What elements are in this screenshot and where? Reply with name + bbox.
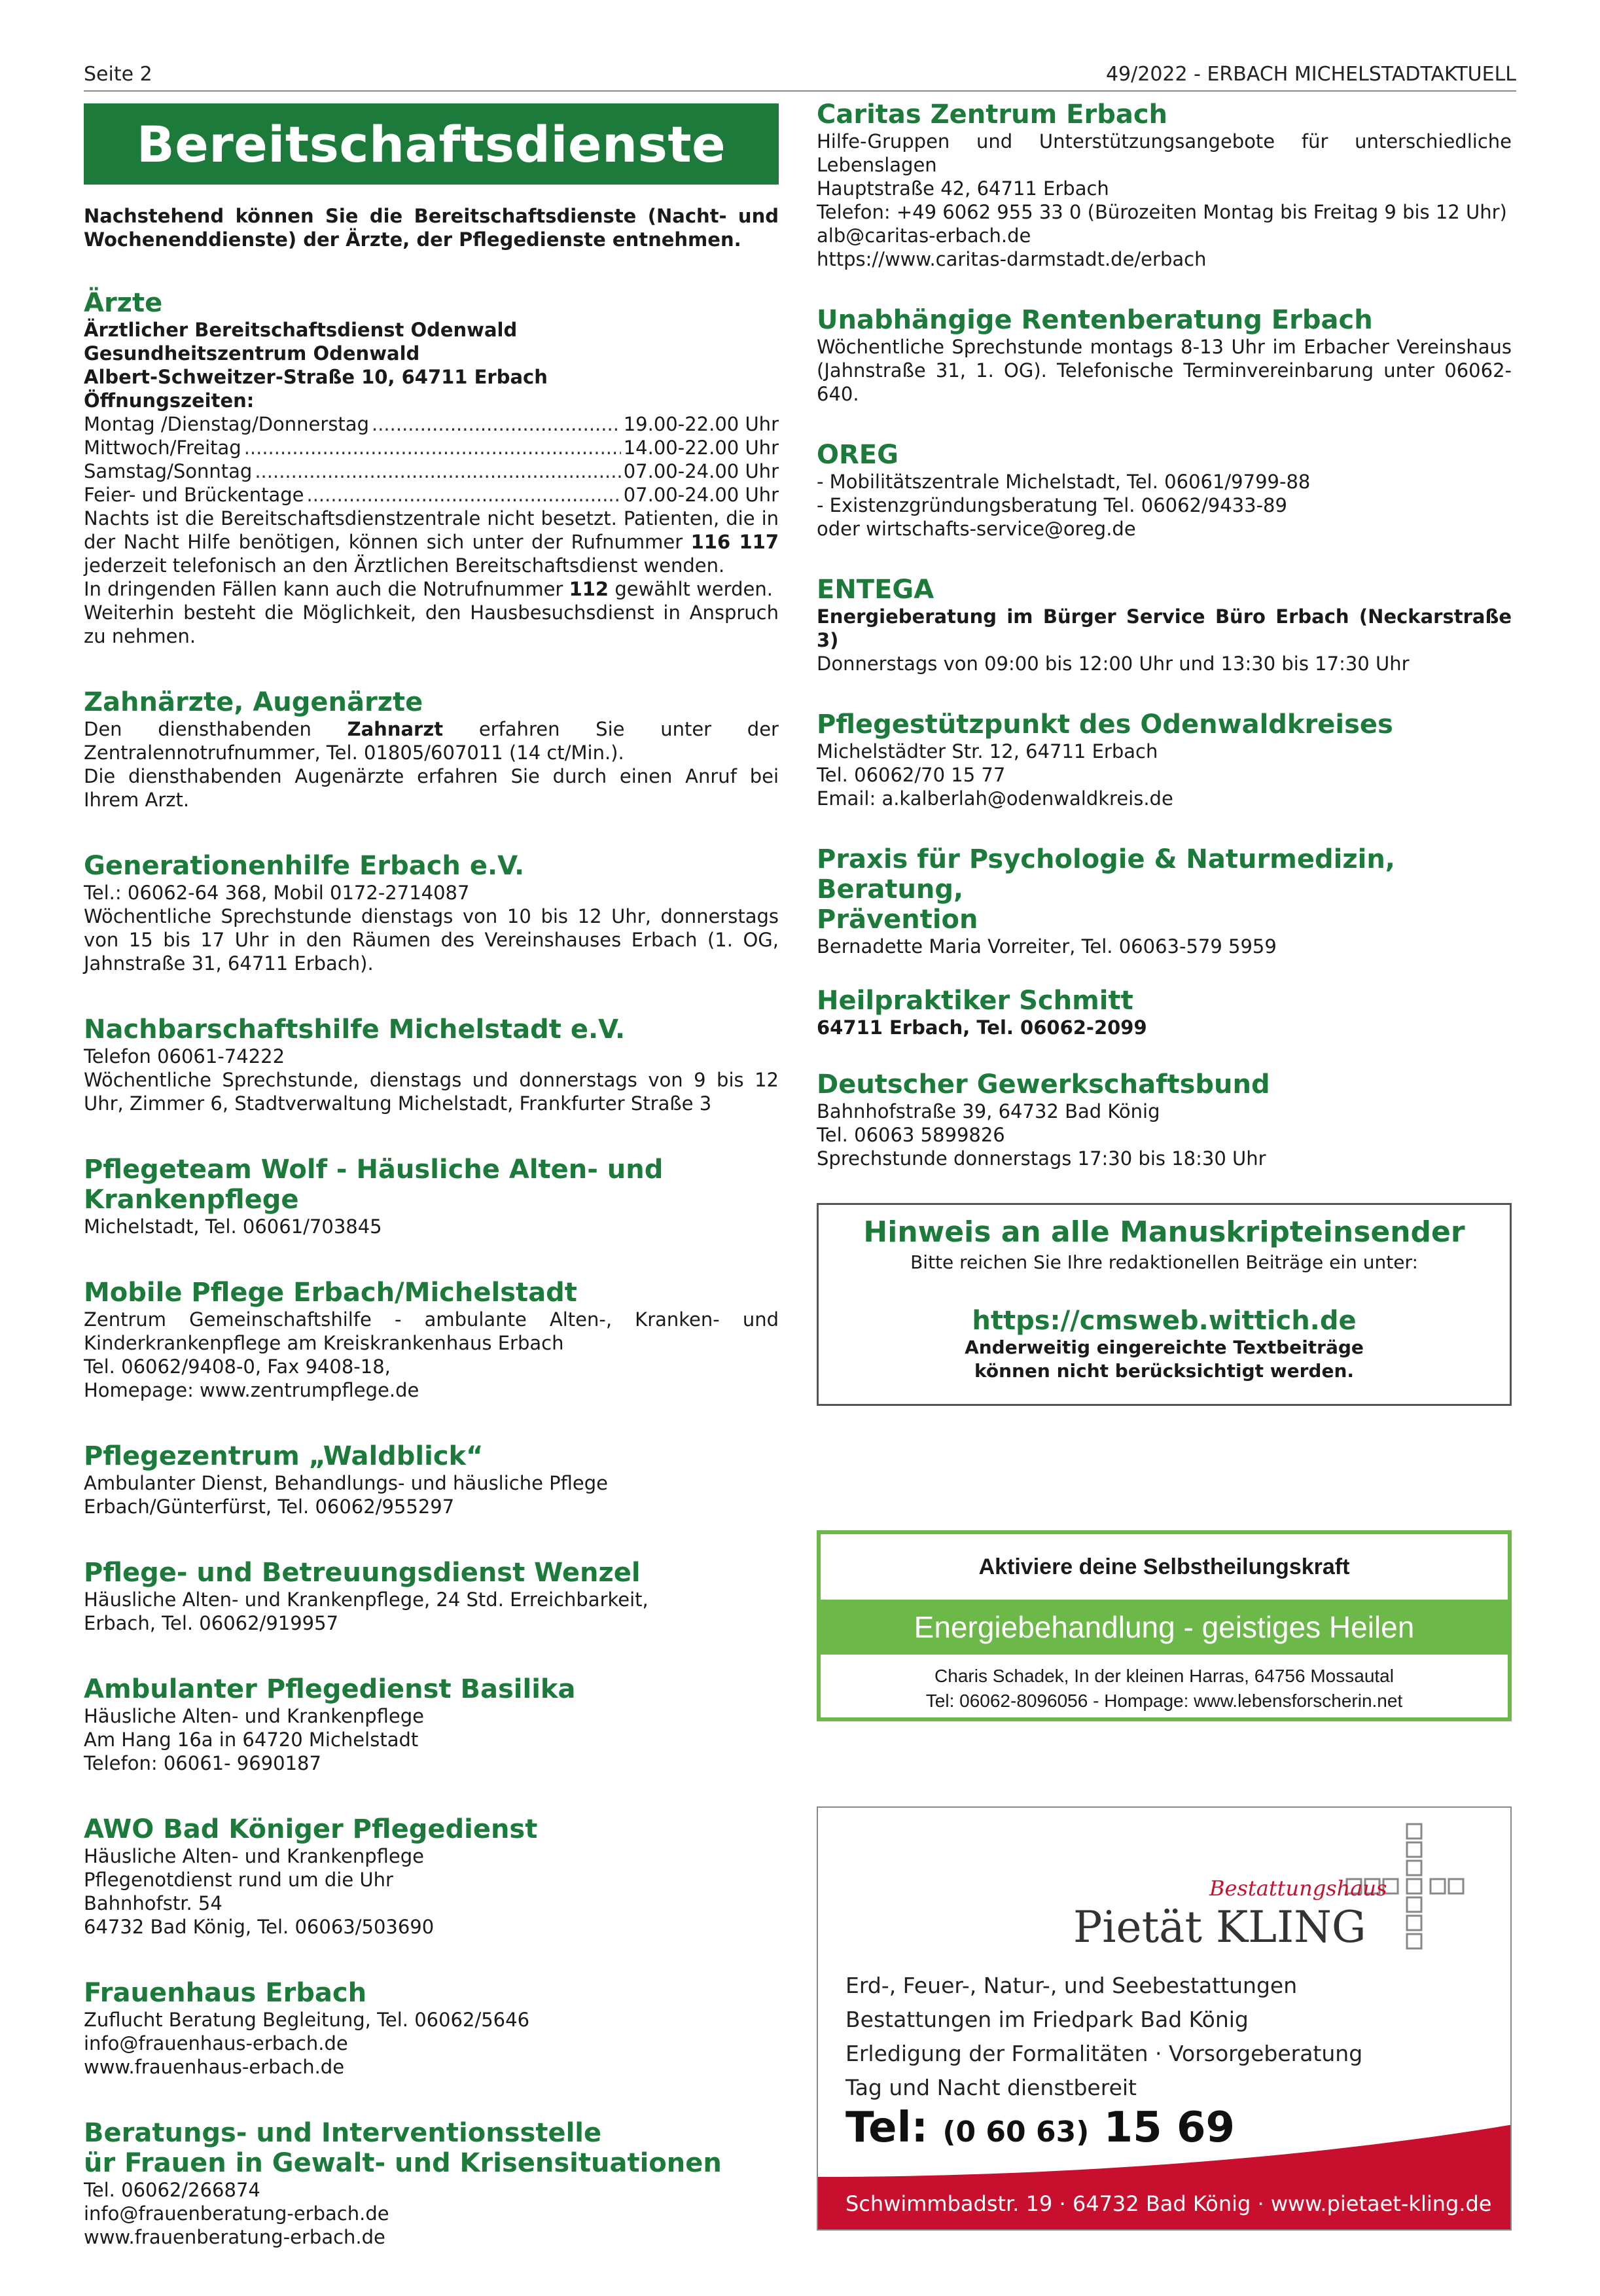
phone-area: (0 60 63): [942, 2115, 1090, 2149]
website-link[interactable]: www.frauenberatung-erbach.de: [84, 2226, 385, 2248]
text-span: In dringenden Fällen kann auch die Notrufnummer: [84, 578, 569, 600]
page-number: Seite 2: [84, 63, 152, 86]
service-item: Tag und Nacht dienstbereit: [845, 2075, 1137, 2100]
text-line: Bahnhofstr. 54: [84, 1892, 222, 1914]
section-beratungsstelle: [84, 2118, 779, 2249]
text-line: Michelstädter Str. 12, 64711 Erbach: [817, 740, 1158, 762]
text-line: Erbach, Tel. 06062/919957: [84, 1612, 339, 1634]
manuscript-notice-box: [817, 1203, 1512, 1406]
text-span: gewählt werden.: [609, 578, 773, 600]
text-line: Tel.: 06062-64 368, Mobil 0172-2714087: [84, 882, 470, 904]
energy-ad-box: [817, 1530, 1512, 1721]
notice-text: Anderweitig eingereichte Textbeiträge: [965, 1336, 1364, 1358]
section-title: Generationenhilfe Erbach e.V.: [84, 851, 525, 881]
text-line: Tel. 06062/9408-0, Fax 9408-18,: [84, 1355, 391, 1378]
text-line: Häusliche Alten- und Krankenpflege: [84, 1705, 424, 1727]
section-title: Mobile Pflege Erbach/Michelstadt: [84, 1278, 577, 1308]
section-frauenhaus: [84, 1978, 779, 2079]
service-item: Bestattungen im Friedpark Bad König: [845, 2007, 1249, 2032]
service-list: [845, 1969, 1362, 2105]
hours-row: [84, 459, 779, 483]
notice-subtitle: Bitte reichen Sie Ihre redaktionellen Beiträge ein unter:: [910, 1251, 1418, 1273]
phone-number: 116 117: [690, 531, 779, 553]
section-title: Pflegeteam Wolf - Häusliche Alten- und Krankenpflege: [84, 1155, 664, 1215]
paragraph: Zentrum Gemeinschaftshilfe - ambulante Alten-, Kranken- und Kinderkrankenpflege am Kreiskrankenhaus Erbach: [84, 1308, 779, 1354]
text-line: Bahnhofstraße 39, 64732 Bad König: [817, 1100, 1160, 1122]
hours-time: 19.00-22.00 Uhr: [623, 413, 779, 435]
section-entega: [817, 575, 1512, 675]
email-link[interactable]: alb@caritas-erbach.de: [817, 224, 1031, 247]
section-title: OREG: [817, 440, 898, 470]
text-line: Telefon: +49 6062 955 33 0 (Bürozeiten Montag bis Freitag 9 bis 12 Uhr): [817, 201, 1507, 223]
text-line: Gesundheitszentrum Odenwald: [84, 342, 420, 365]
text-line: Tel. 06062/266874: [84, 2179, 260, 2201]
section-wenzel: [84, 1558, 779, 1635]
paragraph: Hilfe-Gruppen und Unterstützungsangebote für unterschiedliche Lebenslagen: [817, 130, 1512, 176]
text-line: 64732 Bad König, Tel. 06063/503690: [84, 1916, 435, 1938]
section-psychologie: [817, 844, 1512, 958]
header-rule: [84, 90, 1516, 92]
section-title: Ärzte: [84, 288, 163, 318]
text-line: Pflegenotdienst rund um die Uhr: [84, 1869, 393, 1891]
notice-text: können nicht berücksichtigt werden.: [974, 1360, 1355, 1382]
section-title: Zahnärzte, Augenärzte: [84, 687, 423, 717]
section-title: Pflegestützpunkt des Odenwaldkreises: [817, 709, 1393, 740]
paragraph: [84, 717, 779, 764]
text-span: Den diensthabenden: [84, 718, 347, 740]
text-line: - Mobilitätszentrale Michelstadt, Tel. 06061/9799-88: [817, 471, 1311, 493]
text-line: Tel. 06062/70 15 77: [817, 764, 1006, 786]
text-line: Ärztlicher Bereitschaftsdienst Odenwald: [84, 319, 518, 341]
text-line: Telefon 06061-74222: [84, 1045, 285, 1067]
hours-row: [84, 436, 779, 459]
text-line: Homepage: www.zentrumpflege.de: [84, 1379, 419, 1401]
ad-banner: Energiebehandlung - geistiges Heilen: [821, 1600, 1508, 1655]
text-line: Michelstadt, Tel. 06061/703845: [84, 1215, 382, 1238]
ad-footer: Schwimmbadstr. 19 · 64732 Bad König · www.pietaet-kling.de: [818, 2178, 1510, 2229]
text-span: jederzeit telefonisch an den Ärztlichen Bereitschaftsdienst wenden.: [84, 554, 725, 577]
paragraph: Die diensthabenden Augenärzte erfahren Sie durch einen Anruf bei Ihrem Arzt.: [84, 765, 779, 811]
ad-headline: Aktiviere deine Selbstheilungskraft: [978, 1554, 1350, 1579]
text-line: Erbach/Günterfürst, Tel. 06062/955297: [84, 1496, 455, 1518]
phone-digits: 15 69: [1103, 2104, 1235, 2152]
section-title: ENTEGA: [817, 575, 934, 605]
section-awo: [84, 1814, 779, 1939]
hours-day: Mittwoch/Freitag: [84, 437, 241, 459]
section-caritas: [817, 99, 1512, 271]
text-line: Energieberatung im Bürger Service Büro Erbach (Neckarstraße 3): [817, 605, 1512, 651]
paragraph: Wöchentliche Sprechstunde montags 8-13 Uhr im Erbacher Vereinshaus (Jahnstraße 31, 1. OG). Telefonische Terminvereinbarung unter 06062-640.: [817, 336, 1512, 405]
text-line: Zuflucht Beratung Begleitung, Tel. 06062/5646: [84, 2009, 530, 2031]
paragraph: [84, 507, 779, 577]
hours-day: Feier- und Brückentage: [84, 484, 304, 506]
kling-ad-box: [817, 1806, 1512, 2231]
text-line: Donnerstags von 09:00 bis 12:00 Uhr und 13:30 bis 17:30 Uhr: [817, 653, 1410, 675]
service-item: Erd-, Feuer-, Natur-, und Seebestattungen: [845, 1973, 1298, 1998]
section-dgb: [817, 1069, 1512, 1170]
text-line: oder wirtschafts-service@oreg.de: [817, 518, 1136, 540]
website-link[interactable]: www.frauenhaus-erbach.de: [84, 2056, 345, 2078]
paragraph: Weiterhin besteht die Möglichkeit, den Hausbesuchsdienst in Anspruch zu nehmen.: [84, 601, 779, 647]
section-title: Unabhängige Rentenberatung Erbach: [817, 305, 1373, 335]
section-pflegestuetzpunkt: [817, 709, 1512, 810]
service-item: Erledigung der Formalitäten · Vorsorgeberatung: [845, 2041, 1363, 2066]
section-pflegeteam-wolf: [84, 1155, 779, 1238]
paragraph: Wöchentliche Sprechstunde dienstags von 10 bis 12 Uhr, donnerstags von 15 bis 17 Uhr in den Räumen des Vereinshauses Erbach (1. OG, Jahnstraße 31, 64711 Erbach).: [84, 905, 779, 975]
text-line: 64711 Erbach, Tel. 06062-2099: [817, 1016, 1147, 1039]
section-title: Frauenhaus Erbach: [84, 1978, 367, 2008]
section-title: AWO Bad Königer Pflegedienst: [84, 1814, 538, 1844]
logo-wordmark: Pietät KLING: [1073, 1902, 1366, 1952]
ad-contact: Tel: 06062-8096056 - Hompage: www.lebensforscherin.net: [925, 1691, 1403, 1711]
section-title: Prävention: [817, 905, 978, 935]
text-line: Bernadette Maria Vorreiter, Tel. 06063-579 5959: [817, 935, 1277, 958]
right-column: [817, 99, 1512, 2231]
hours-time: 14.00-22.00 Uhr: [623, 437, 779, 459]
pietaet-kling-logo: [1060, 1821, 1479, 1965]
section-title: Ambulanter Pflegedienst Basilika: [84, 1674, 576, 1704]
phone-label: Tel:: [845, 2104, 929, 2152]
text-line: Häusliche Alten- und Krankenpflege: [84, 1845, 424, 1867]
email-link[interactable]: Email: a.kalberlah@odenwaldkreis.de: [817, 787, 1173, 810]
issue-header: 49/2022 - ERBACH MICHELSTADTAKTUELL: [1105, 63, 1516, 86]
section-aerzte: [84, 288, 779, 648]
text-line: Albert-Schweitzer-Straße 10, 64711 Erbach: [84, 366, 548, 388]
section-basilika: [84, 1674, 779, 1775]
text-line: Telefon: 06061- 9690187: [84, 1752, 321, 1774]
hours-time: 07.00-24.00 Uhr: [623, 484, 779, 506]
left-column: [84, 99, 779, 2249]
section-waldblick: [84, 1441, 779, 1518]
paragraph: Wöchentliche Sprechstunde, dienstags und donnerstags von 9 bis 12 Uhr, Zimmer 6, Stadtverwaltung Michelstadt, Frankfurter Straße 3: [84, 1069, 779, 1115]
red-wave-decoration: [818, 2125, 1512, 2183]
section-title: Pflegezentrum „Waldblick“: [84, 1441, 484, 1471]
hours-row: [84, 483, 779, 507]
text-line: Sprechstunde donnerstags 17:30 bis 18:30 Uhr: [817, 1147, 1266, 1170]
section-title: Nachbarschaftshilfe Michelstadt e.V.: [84, 1014, 626, 1045]
section-heilpraktiker: [817, 986, 1512, 1039]
notice-title: Hinweis an alle Manuskripteinsender: [863, 1215, 1465, 1249]
text-line: Am Hang 16a in 64720 Michelstadt: [84, 1729, 419, 1751]
intro-text: Nachstehend können Sie die Bereitschaftsdienste (Nacht- und Wochenenddienste) der Ärzte, der Pflegedienste entnehmen.: [84, 205, 779, 251]
hours-row: [84, 412, 779, 436]
website-link[interactable]: https://www.caritas-darmstadt.de/erbach: [817, 248, 1207, 270]
section-title: Deutscher Gewerkschaftsbund: [817, 1069, 1270, 1100]
section-title: Caritas Zentrum Erbach: [817, 99, 1168, 130]
text-span: erfahren Sie unter der Zentralennotrufnummer, Tel. 01805/607011 (14 ct/Min.).: [84, 718, 779, 764]
section-oreg: [817, 440, 1512, 541]
emergency-number: 112: [569, 578, 609, 600]
logo-subtitle: Bestattungshaus: [1209, 1876, 1387, 1901]
section-generationenhilfe: [84, 851, 779, 975]
text-line: Ambulanter Dienst, Behandlungs- und häusliche Pflege: [84, 1472, 609, 1494]
section-title: Heilpraktiker Schmitt: [817, 986, 1133, 1016]
text-span: Nachts ist die Bereitschaftsdienstzentrale nicht besetzt. Patienten, die in der Nacht Hilfe benötigen, können sich unter der Rufnummer: [84, 507, 779, 553]
section-title: Pflege- und Betreuungsdienst Wenzel: [84, 1558, 641, 1588]
hours-day: Samstag/Sonntag: [84, 460, 253, 482]
section-banner: Bereitschaftsdienste: [84, 103, 779, 185]
section-rentenberatung: [817, 305, 1512, 406]
text-line: Häusliche Alten- und Krankenpflege, 24 Std. Erreichbarkeit,: [84, 1588, 649, 1611]
text-line: Tel. 06063 5899826: [817, 1124, 1005, 1146]
submission-url-link[interactable]: https://cmsweb.wittich.de: [972, 1306, 1357, 1336]
section-title: Beratungs- und Interventionsstelle: [84, 2118, 602, 2148]
text-line: Öffnungszeiten:: [84, 389, 255, 412]
paragraph: [84, 577, 779, 601]
hours-day: Montag /Dienstag/Donnerstag: [84, 413, 369, 435]
section-title: ür Frauen in Gewalt- und Krisensituationen: [84, 2148, 722, 2178]
hours-time: 07.00-24.00 Uhr: [623, 460, 779, 482]
text-span: Zahnarzt: [347, 718, 444, 740]
section-zahnaerzte: [84, 687, 779, 812]
section-nachbarschaftshilfe: [84, 1014, 779, 1115]
email-link[interactable]: info@frauenberatung-erbach.de: [84, 2202, 389, 2225]
text-line: Hauptstraße 42, 64711 Erbach: [817, 177, 1109, 200]
email-link[interactable]: info@frauenhaus-erbach.de: [84, 2032, 348, 2054]
section-mobile-pflege: [84, 1278, 779, 1402]
text-line: - Existenzgründungsberatung Tel. 06062/9433-89: [817, 494, 1287, 516]
ad-address: Charis Schadek, In der kleinen Harras, 64756 Mossautal: [934, 1666, 1394, 1686]
section-title: Praxis für Psychologie & Naturmedizin, Beratung,: [817, 844, 1395, 905]
